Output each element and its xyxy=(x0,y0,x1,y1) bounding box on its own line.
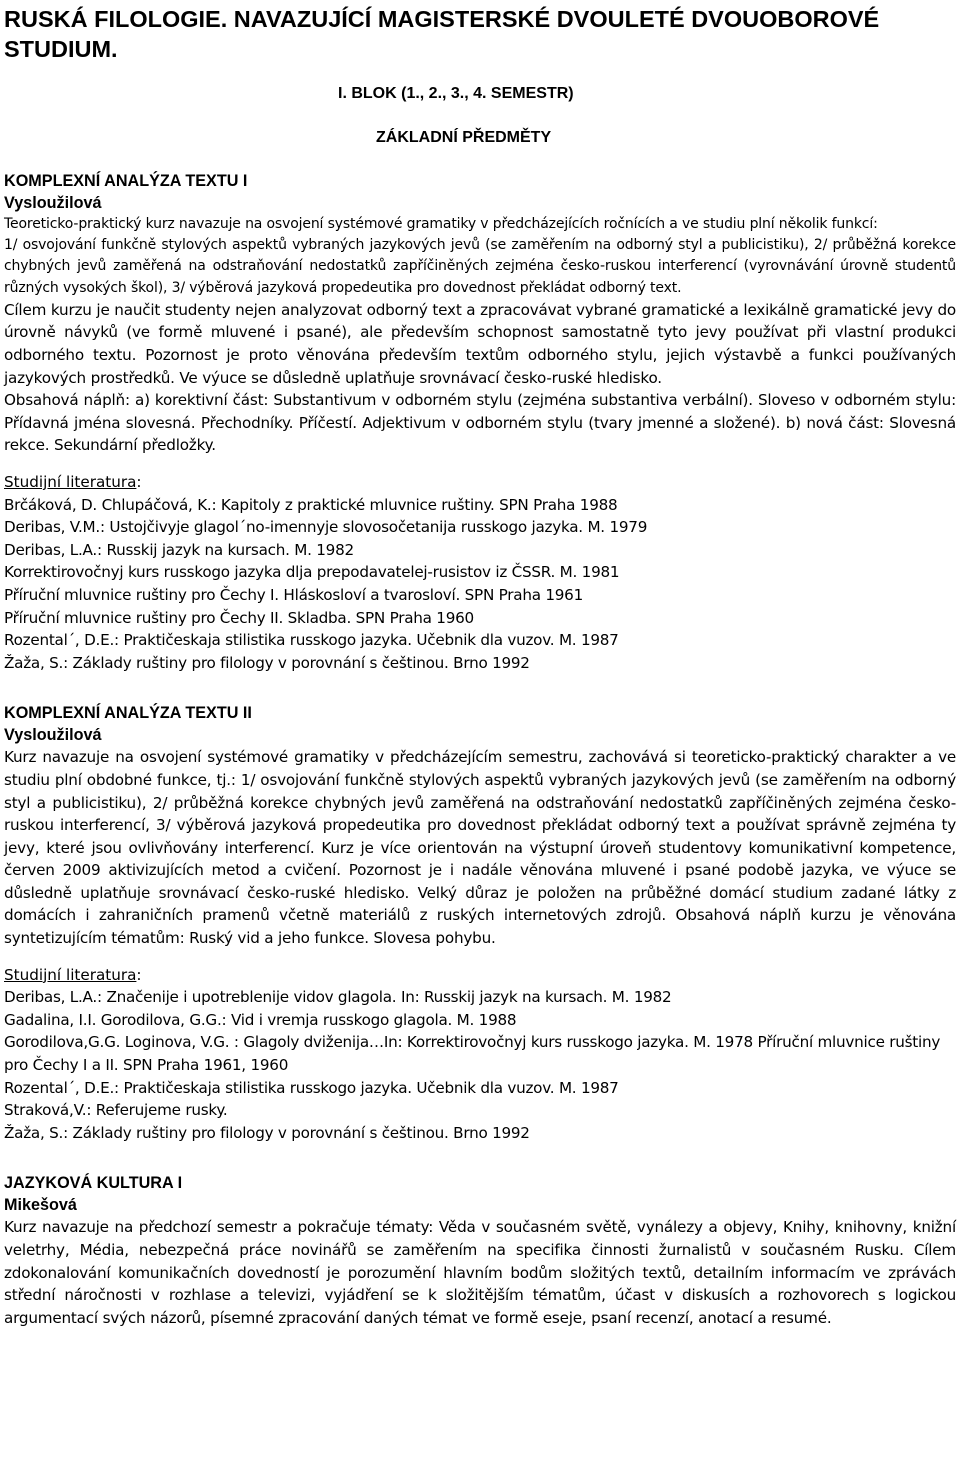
literature-item: Gadalina, I.I. Gorodilova, G.G.: Vid i vremja russkogo glagola. M. 1988 xyxy=(4,1010,517,1029)
spacer xyxy=(4,950,956,964)
spacer xyxy=(4,457,956,471)
document-page xyxy=(0,4,960,1329)
literature-label xyxy=(4,471,956,494)
course-paragraph: Cílem kurzu je naučit studenty nejen analyzovat odborný text a zpracovávat vybrané gramatické a lexikálně gramatické jevy do úrovně návyků (ve formě mluvené i psané), ale především schopnost samostatně tyto jevy používat při vlastní produkci odborného textu. Pozornost je proto věnována především textům odborného stylu, jejich výstavbě a funkci používaných jazykových prostředků. Ve výuce se důsledně uplatňuje srovnávací česko-ruské hledisko. xyxy=(4,300,956,387)
literature-item: Brčáková, D. Chlupáčová, K.: Kapitoly z praktické mluvnice ruštiny. SPN Praha 1988 xyxy=(4,495,618,514)
subject-group-heading: ZÁKLADNÍ PŘEDMĚTY xyxy=(376,129,552,146)
course-section-2 xyxy=(4,702,956,1144)
course-paragraph: Teoreticko-praktický kurz navazuje na osvojení systémové gramatiky v předcházejících ročnících a ve studiu plní několik funkcí: xyxy=(4,216,878,232)
literature-item: Deribas, V.M.: Ustojčivyje glagol´no-imennyje slovosočetanija russkogo jazyka. M. 1979 xyxy=(4,518,648,537)
course-title: KOMPLEXNÍ ANALÝZA TEXTU II xyxy=(4,704,252,723)
literature-label-colon: : xyxy=(136,965,142,984)
course-teacher: Vysloužilová xyxy=(4,726,102,745)
literature-item: Příruční mluvnice ruštiny pro Čechy II. Skladba. SPN Praha 1960 xyxy=(4,608,474,627)
course-section-1 xyxy=(4,170,956,674)
literature-item: Deribas, L.A.: Russkij jazyk na kursach. M. 1982 xyxy=(4,540,354,559)
course-title: KOMPLEXNÍ ANALÝZA TEXTU I xyxy=(4,172,248,190)
literature-item: Rozental´, D.E.: Praktičeskaja stilistika russkogo jazyka. Učebnik dla vuzov. M. 1987 xyxy=(4,631,619,650)
course-section-3 xyxy=(4,1172,956,1329)
course-paragraph: Kurz navazuje na osvojení systémové gramatiky v předcházejícím semestru, zachovává si teoreticko-praktický charakter a ve studiu plní obdobné funkce, tj.: 1/ osvojování funkčně stylových aspektů vybraných jazykových jevů (se zaměřením na odborný styl a publicistiku), 2/ průběžná korekce chybných jevů zaměřená na odstraňování nedostatků zapříčiněných zejména česko-ruskou interferencí, 3/ výběrová jazyková propedeutika pro dovednost překládat odborný text a používat správně zejména ty jevy, které jsou ovlivňovány interferencí. Kurz je více orientován na výstupní úroveň studentovy komunikativní kompetence, červen 2009 aktivizujících metod a cvičení. Pozornost je i nadále věnována mluvené i psané podobě jazyka, ve výuce se důsledně uplatňuje srovnávací česko-ruské hledisko. Velký důraz je položen na průběžné domácí studium zadané látky z domácích i zahraničních pramenů včetně materiálů z ruských internetových zdrojů. Obsahová náplň kurzu je věnována syntetizujícím tématům: Ruský vid a jeho funkce. Slovesa pohybu. xyxy=(4,748,956,948)
course-paragraph: Kurz navazuje na předchozí semestr a pokračuje tématy: Věda v současném světě, vynálezy a objevy, Knihy, knihovny, knižní veletrhy, Média, nebezpečná práce novinářů se zaměřením na specifika činnosti žurnalistů v současném Rusku. Cílem zdokonalování komunikačních dovedností je porozumění hlavním bodům složitých textů, detailním informacím ve zprávách střední náročnosti v rozhlase a televizi, vyjádření se k složitějším tématům, účast v diskusích a rozhovorech s logickou argumentací svých názorů, písemné zpracování daných témat ve formě eseje, psaní recenzí, anotací a resumé. xyxy=(4,1218,956,1327)
literature-item: Žaža, S.: Základy ruštiny pro filology v porovnání s češtinou. Brno 1992 xyxy=(4,653,530,672)
literature-item: Straková,V.: Referujeme rusky. xyxy=(4,1101,228,1120)
document-title: RUSKÁ FILOLOGIE. NAVAZUJÍCÍ MAGISTERSKÉ DVOULETÉ DVOUOBOROVÉ STUDIUM. xyxy=(4,6,880,62)
literature-item: Žaža, S.: Základy ruštiny pro filology v porovnání s češtinou. Brno 1992 xyxy=(4,1123,530,1142)
literature-item: Příruční mluvnice ruštiny pro Čechy I. Hláskosloví a tvarosloví. SPN Praha 1961 xyxy=(4,585,584,604)
course-paragraph: 1/ osvojování funkčně stylových aspektů vybraných jazykových jevů (se zaměřením na odborný styl a publicistiku), 2/ průběžná korekce chybných jevů zaměřená na odstraňování nedostatků zapříčiněných zejména česko-ruskou interferencí (vyrovnávání úrovně studentů různých vysokých škol), 3/ výběrová jazyková propedeutika pro dovednost překládat odborný text. xyxy=(4,237,956,296)
literature-label-text: Studijní literatura xyxy=(4,472,137,491)
literature-label-colon: : xyxy=(136,472,142,491)
literature-item: Gorodilova,G.G. Loginova, V.G. : Glagoly dviženija…In: Korrektirovočnyj kurs russkogo jazyka. M. 1978 Příruční mluvnice ruštiny pro Čechy I a II. SPN Praha 1961, 1960 xyxy=(4,1033,941,1075)
literature-item: Deribas, L.A.: Značenije i upotreblenije vidov glagola. In: Russkij jazyk na kursach. M. 1982 xyxy=(4,988,672,1007)
course-teacher: Vysloužilová xyxy=(4,194,102,212)
spacer xyxy=(4,1144,956,1166)
literature-label-text: Studijní literatura xyxy=(4,965,137,984)
literature-label xyxy=(4,964,956,987)
course-teacher: Mikešová xyxy=(4,1196,77,1215)
course-paragraph: Obsahová náplň: a) korektivní část: Substantivum v odborném stylu (zejména substantiva verbální). Sloveso v odborném stylu: Přídavná jména slovesná. Přechodníky. Příčestí. Adjektivum v odborném stylu (tvary jmenné a složené). b) nová část: Slovesná rekce. Sekundární předložky. xyxy=(4,391,956,455)
course-title: JAZYKOVÁ KULTURA I xyxy=(4,1174,183,1193)
literature-item: Korrektirovočnyj kurs russkogo jazyka dlja prepodavatelej-rusistov iz ČSSR. M. 1981 xyxy=(4,563,620,582)
spacer xyxy=(4,674,956,696)
block-heading: I. BLOK (1., 2., 3., 4. SEMESTR) xyxy=(338,85,574,102)
literature-item: Rozental´, D.E.: Praktičeskaja stilistika russkogo jazyka. Učebnik dla vuzov. M. 1987 xyxy=(4,1078,619,1097)
